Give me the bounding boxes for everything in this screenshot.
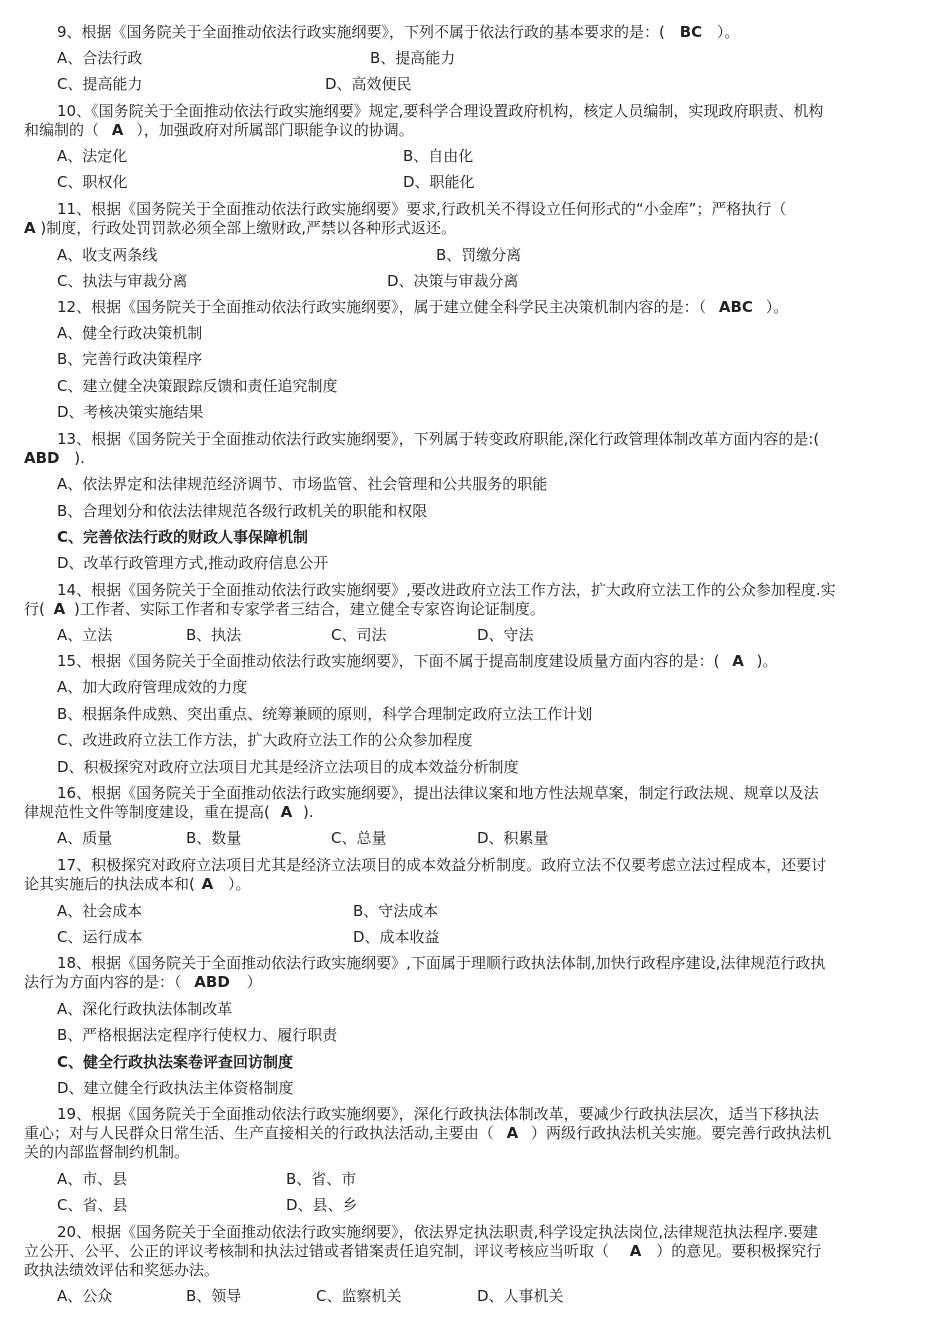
option: D、改革行政管理方式,推动政府信息公开 (57, 554, 329, 572)
option: C、建立健全决策跟踪反馈和责任追究制度 (57, 377, 338, 395)
option: C、完善依法行政的财政人事保障机制 (57, 528, 309, 546)
question-text: ）。 (716, 23, 740, 41)
question-18-stem-cont: 法行为方面内容的是：（ ABD ） (24, 973, 262, 991)
option: B、提高能力 (370, 49, 456, 67)
question-11-stem: 11、根据《国务院关于全面推动依法行政实施纲要》要求,行政机关不得设立任何形式的“小金库”；严格执行（ (57, 200, 787, 218)
option: B、省、市 (286, 1170, 357, 1188)
option: C、司法 (331, 626, 387, 644)
question-17-stem-cont: 论其实施后的执法成本和( A ）。 (24, 875, 251, 893)
question-19-stem-cont: 关的内部监督制约机制。 (24, 1143, 190, 1161)
option: D、职能化 (403, 173, 475, 191)
option: D、建立健全行政执法主体资格制度 (57, 1079, 294, 1097)
option: B、执法 (186, 626, 242, 644)
option: A、收支两条线 (57, 246, 158, 264)
question-12-stem: 12、根据《国务院关于全面推动依法行政实施纲要》，属于建立健全科学民主决策机制内容的是：（ ABC ）。 (57, 298, 789, 316)
question-15-stem: 15、根据《国务院关于全面推动依法行政实施纲要》，下面不属于提高制度建设质量方面内容的是：( A )。 (57, 652, 778, 670)
question-20-stem-cont: 立公开、公平、公正的评议考核制和执法过错或者错案责任追究制，评议考核应当听取（ A ）的意见。要积极探究行 (24, 1242, 822, 1260)
answer: A (111, 121, 124, 139)
option: B、自由化 (403, 147, 474, 165)
option: A、依法界定和法律规范经济调节、市场监管、社会管理和公共服务的职能 (57, 475, 548, 493)
question-16-stem-cont: 律规范性文件等制度建设，重在提高( A ). (24, 803, 314, 821)
question-20-stem-cont: 政执法绩效评估和奖惩办法。 (24, 1261, 220, 1279)
option: A、加大政府管理成效的力度 (57, 678, 248, 696)
option: C、改进政府立法工作方法，扩大政府立法工作的公众参加程度 (57, 731, 473, 749)
question-19-stem: 19、根据《国务院关于全面推动依法行政实施纲要》，深化行政执法体制改革，要减少行政执法层次，适当下移执法 (57, 1105, 819, 1123)
option: D、考核决策实施结果 (57, 403, 204, 421)
option: A、社会成本 (57, 902, 143, 920)
option: A、法定化 (57, 147, 128, 165)
option: B、数量 (186, 829, 242, 847)
option: A、合法行政 (57, 49, 143, 67)
option: A、公众 (57, 1287, 113, 1305)
option: D、高效便民 (325, 75, 412, 93)
question-16-stem: 16、根据《国务院关于全面推动依法行政实施纲要》，提出法律议案和地方性法规草案，制定行政法规、规章以及法 (57, 784, 819, 802)
answer: ABD (24, 449, 60, 467)
option: D、积极探究对政府立法项目尤其是经济立法项目的成本效益分析制度 (57, 758, 519, 776)
question-13-stem-cont: ABD ). (24, 449, 85, 467)
answer: BC (679, 23, 703, 41)
option: C、执法与审裁分离 (57, 272, 188, 290)
question-19-stem-cont: 重心；对与人民群众日常生活、生产直接相关的行政执法活动,主要由（ A ）两级行政执法机关实施。要完善行政执法机 (24, 1124, 831, 1142)
question-10-stem: 10、《国务院关于全面推动依法行政实施纲要》规定,要科学合理设置政府机构，核定人员编制，实现政府职责、机构 (57, 102, 824, 120)
option: C、提高能力 (57, 75, 143, 93)
option: D、积累量 (477, 829, 549, 847)
answer: A (53, 600, 66, 618)
option: B、守法成本 (353, 902, 439, 920)
option: A、质量 (57, 829, 113, 847)
question-14-stem-cont: 行( A )工作者、实际工作者和专家学者三结合，建立健全专家咨询论证制度。 (24, 600, 545, 618)
option: A、市、县 (57, 1170, 128, 1188)
option: B、领导 (186, 1287, 242, 1305)
question-13-stem: 13、根据《国务院关于全面推动依法行政实施纲要》，下列属于转变政府职能,深化行政管理体制改革方面内容的是:( (57, 430, 820, 448)
option: C、省、县 (57, 1196, 128, 1214)
answer: A (732, 652, 744, 670)
answer: A (24, 219, 36, 237)
option: A、立法 (57, 626, 113, 644)
option: D、县、乡 (286, 1196, 358, 1214)
option: B、完善行政决策程序 (57, 350, 203, 368)
question-14-stem: 14、根据《国务院关于全面推动依法行政实施纲要》,要改进政府立法工作方法，扩大政府立法工作的公众参加程度.实 (57, 581, 836, 599)
option: A、深化行政执法体制改革 (57, 1000, 233, 1018)
answer: A (280, 803, 293, 821)
question-11-stem-cont: A )制度，行政处罚罚款必须全部上缴财政,严禁以各种形式返还。 (24, 219, 457, 237)
question-10-stem-cont: 和编制的（ A ），加强政府对所属部门职能争议的协调。 (24, 121, 414, 139)
option: C、职权化 (57, 173, 128, 191)
question-20-stem: 20、根据《国务院关于全面推动依法行政实施纲要》，依法界定执法职责,科学设定执法岗位,法律规范执法程序.要建 (57, 1223, 818, 1241)
answer: A (201, 875, 214, 893)
question-9-stem (24, 22, 924, 42)
answer: ABC (718, 298, 753, 316)
option: B、严格根据法定程序行使权力、履行职责 (57, 1026, 338, 1044)
option: B、合理划分和依法法律规范各级行政机关的职能和权限 (57, 502, 428, 520)
question-text: 9、根据《国务院关于全面推动依法行政实施纲要》，下列不属于依法行政的基本要求的是：( (57, 23, 665, 41)
option: D、决策与审裁分离 (387, 272, 519, 290)
question-18-stem: 18、根据《国务院关于全面推动依法行政实施纲要》,下面属于理顺行政执法体制,加快行政程序建设,法律规范行政执 (57, 954, 826, 972)
answer: ABD (194, 973, 230, 991)
option: D、守法 (477, 626, 534, 644)
option: C、总量 (331, 829, 387, 847)
option: C、健全行政执法案卷评查回访制度 (57, 1053, 294, 1071)
option: C、监察机关 (316, 1287, 402, 1305)
option: C、运行成本 (57, 928, 143, 946)
option: A、健全行政决策机制 (57, 324, 203, 342)
answer: A (629, 1242, 642, 1260)
option: B、罚缴分离 (436, 246, 522, 264)
option: B、根据条件成熟、突出重点、统筹兼顾的原则，科学合理制定政府立法工作计划 (57, 705, 593, 723)
question-17-stem: 17、积极探究对政府立法项目尤其是经济立法项目的成本效益分析制度。政府立法不仅要考虑立法过程成本，还要讨 (57, 856, 827, 874)
option: D、成本收益 (353, 928, 440, 946)
answer: A (506, 1124, 519, 1142)
option: D、人事机关 (477, 1287, 564, 1305)
